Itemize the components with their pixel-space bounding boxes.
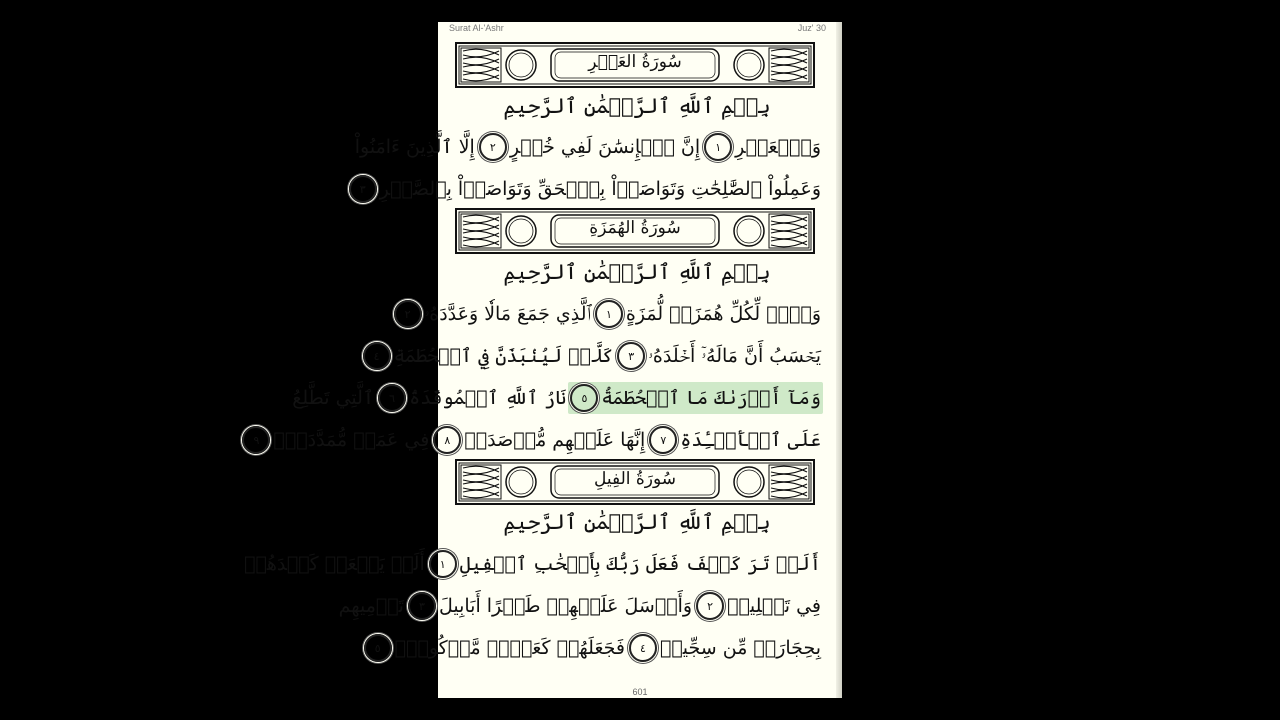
verse-segment[interactable]: [242, 551, 427, 577]
verse-line: [253, 420, 823, 460]
verse-text: وَمَآ أَدۡرَىٰكَ مَا ٱلۡحُطَمَةُ: [601, 387, 821, 409]
quran-page[interactable]: [244, 22, 842, 698]
verse-text: وَٱلۡعَصۡرِ: [735, 136, 821, 158]
ayah-number-marker[interactable]: ٩: [242, 426, 270, 454]
verse-segment[interactable]: [627, 632, 823, 664]
verse-segment[interactable]: [353, 134, 477, 160]
basmala: بِسۡمِ ٱللَّهِ ٱلرَّحۡمَٰنِ ٱلرَّحِيمِ: [503, 94, 771, 118]
verse-text: ٱلَّذِي جَمَعَ مَالٗا وَعَدَّدَهُۥ: [424, 303, 591, 325]
verse-text: وَعَمِلُواْ ٱلصَّٰلِحَٰتِ وَتَوَاصَوۡاْ بِٱلۡحَقِّ وَتَوَاصَوۡاْ بِٱلصَّبۡرِ: [379, 178, 821, 200]
ayah-number-marker[interactable]: ٤: [363, 342, 391, 370]
verse-text: إِلَّا ٱلَّذِينَ ءَامَنُواْ: [354, 136, 475, 158]
verse-segment[interactable]: [347, 173, 823, 205]
ayah-number-marker[interactable]: ٣: [349, 175, 377, 203]
verse-line: [292, 378, 823, 418]
ayah-number-marker[interactable]: ٤: [629, 634, 657, 662]
verse-segment[interactable]: [406, 590, 694, 622]
ayah-number-marker[interactable]: ١: [595, 300, 623, 328]
verse-segment[interactable]: [427, 548, 823, 580]
verse-segment[interactable]: [240, 424, 431, 456]
page-header: [438, 22, 842, 34]
verse-text: فِي تَضۡلِيلٖ: [727, 595, 821, 617]
verse-text: بِحِجَارَةٖ مِّن سِجِّيلٖ: [659, 637, 821, 659]
verse-segment[interactable]: [694, 590, 823, 622]
verse-text: نَارُ ٱللَّهِ ٱلۡمُوقَدَةُ: [409, 387, 567, 409]
ayah-number-marker[interactable]: ٥: [570, 384, 598, 412]
ayah-number-marker[interactable]: ٢: [696, 592, 724, 620]
verse-text: يَحۡسَبُ أَنَّ مَالَهُۥٓ أَخۡلَدَهُۥ: [648, 345, 821, 367]
verse-text: أَلَمۡ تَرَ كَيۡفَ فَعَلَ رَبُّكَ بِأَصۡحَٰبِ ٱلۡفِيلِ: [459, 553, 821, 575]
surah-banner-al-fil: [455, 459, 815, 505]
verse-segment[interactable]: [702, 131, 823, 163]
verse-segment[interactable]: [361, 340, 616, 372]
verse-segment[interactable]: [392, 298, 593, 330]
juz-label: Juz' 30: [797, 23, 826, 33]
verse-segment[interactable]: [290, 385, 376, 411]
ayah-number-marker[interactable]: ٣: [408, 592, 436, 620]
ayah-number-marker[interactable]: ٧: [649, 426, 677, 454]
ayah-number-marker[interactable]: ٨: [433, 426, 461, 454]
verse-segment[interactable]: [477, 131, 702, 163]
ayah-number-marker[interactable]: ٦: [378, 384, 406, 412]
verse-text: إِنَّهَا عَلَيۡهِم مُّؤۡصَدَةٞ: [464, 429, 646, 451]
ayah-number-marker[interactable]: ٢: [479, 133, 507, 161]
verse-text: وَأَرۡسَلَ عَلَيۡهِمۡ طَيۡرًا أَبَابِيلَ: [438, 595, 693, 617]
verse-text: فَجَعَلَهُمۡ كَعَصۡفٖ مَّأۡكُولِۭ: [394, 637, 625, 659]
ayah-number-marker[interactable]: ٥: [364, 634, 392, 662]
verse-text: وَيۡلٞ لِّكُلِّ هُمَزَةٖ لُّمَزَةٍ: [625, 303, 821, 325]
ayah-number-marker[interactable]: ١: [704, 133, 732, 161]
verse-line: [359, 169, 823, 209]
verse-segment[interactable]: [362, 632, 627, 664]
verse-text: ٱلَّتِي تَطَّلِعُ: [292, 387, 375, 409]
basmala: بِسۡمِ ٱللَّهِ ٱلرَّحۡمَٰنِ ٱلرَّحِيمِ: [503, 260, 771, 284]
ayah-number-marker[interactable]: ١: [429, 550, 457, 578]
ayah-number-marker[interactable]: ٣: [617, 342, 645, 370]
verse-text: فِي عَمَدٖ مُّمَدَّدَةِۭ: [273, 429, 430, 451]
highlighted-verse[interactable]: [568, 382, 823, 414]
verse-line: [404, 294, 823, 334]
verse-text: أَلَمۡ يَجۡعَلۡ كَيۡدَهُمۡ: [244, 553, 425, 575]
verse-line: [338, 586, 823, 626]
verse-text: كَلَّاۖ لَيُنۢبَذَنَّ فِي ٱلۡحُطَمَةِ: [393, 345, 614, 367]
verse-segment[interactable]: [431, 424, 647, 456]
basmala: بِسۡمِ ٱللَّهِ ٱلرَّحۡمَٰنِ ٱلرَّحِيمِ: [503, 510, 771, 534]
page-number: 601: [632, 687, 648, 697]
verse-segment[interactable]: [647, 424, 823, 456]
surah-banner-al-humazah: [455, 208, 815, 254]
surah-title-label: Surat Al-'Ashr: [449, 23, 504, 33]
verse-line: [373, 336, 823, 376]
verse-text: إِنَّ ٱلۡإِنسَٰنَ لَفِي خُسۡرٍ: [509, 136, 701, 158]
ayah-number-marker[interactable]: ٢: [394, 300, 422, 328]
verse-text: عَلَى ٱلۡأَفۡـِٔدَةِ: [680, 429, 821, 451]
verse-line: [244, 544, 823, 584]
verse-text: تَرۡمِيهِم: [338, 595, 404, 617]
surah-banner-al-asr: [455, 42, 815, 88]
surah-name: سُورَةُ الهُمَزَةِ: [589, 218, 681, 238]
surah-name: سُورَةُ الفِيلِ: [593, 469, 677, 489]
verse-segment[interactable]: [337, 593, 406, 619]
verse-line: [374, 628, 823, 668]
verse-line: [354, 127, 823, 167]
verse-segment[interactable]: [615, 340, 823, 372]
surah-name: سُورَةُ العَصۡرِ: [588, 52, 682, 72]
verse-segment[interactable]: [593, 298, 823, 330]
verse-segment[interactable]: [376, 382, 568, 414]
